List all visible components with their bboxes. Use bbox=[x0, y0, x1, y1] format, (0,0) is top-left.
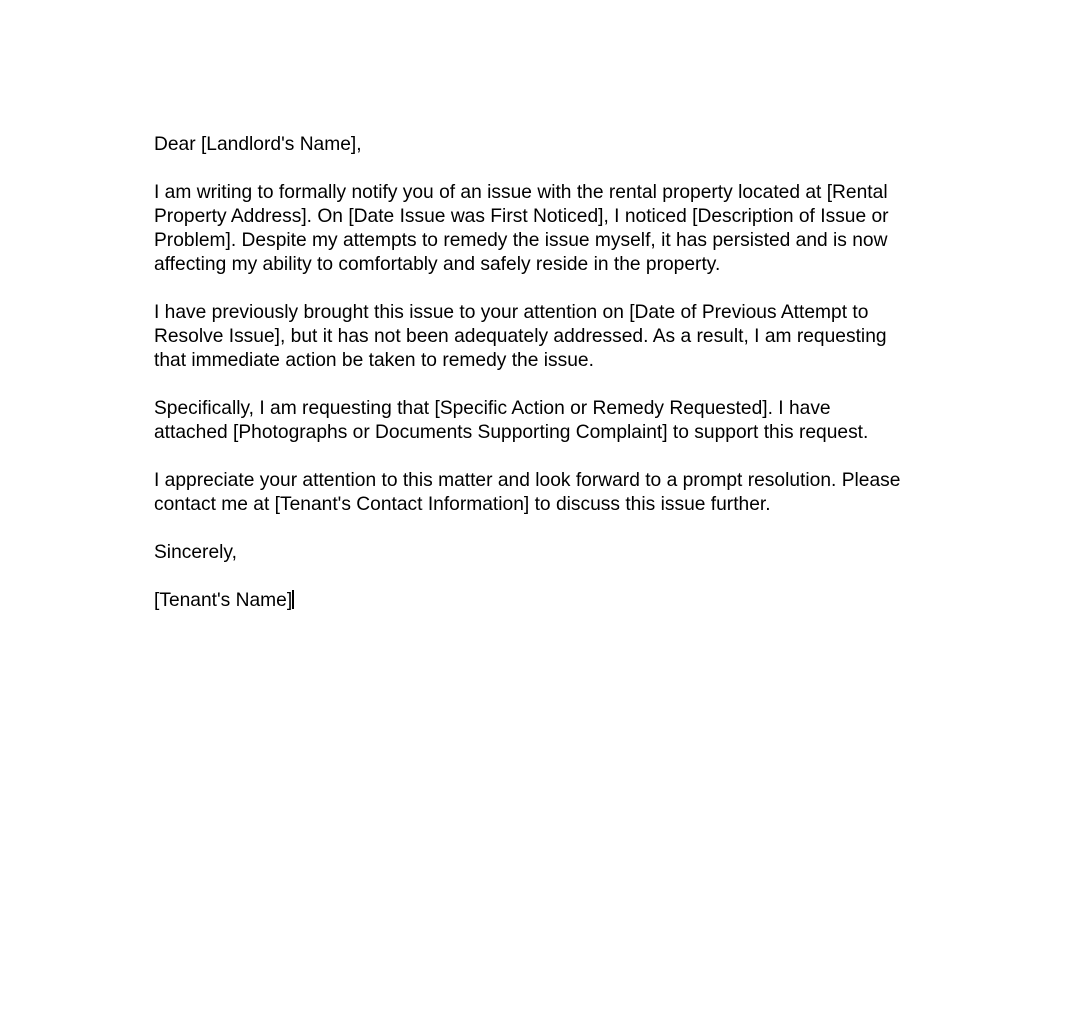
signature-line bbox=[154, 589, 902, 613]
letter-text-area[interactable] bbox=[154, 133, 934, 613]
paragraph-4: I appreciate your attention to this matter and look forward to a prompt resolution. Please contact me at [Tenant's Contact Information] to discuss this issue further. bbox=[154, 470, 901, 515]
signature-text: [Tenant's Name] bbox=[154, 590, 293, 611]
paragraph-2: I have previously brought this issue to your attention on [Date of Previous Attempt to Resolve Issue], but it has not been adequately addressed. As a result, I am requesting that immediate action be taken to remedy the issue. bbox=[154, 302, 887, 371]
paragraph-1: I am writing to formally notify you of an issue with the rental property located at [Rental Property Address]. On [Date Issue was First Noticed], I noticed [Description of Issue or Problem]. Despite my attempts to remedy the issue myself, it has persisted and is now affecting my ability to comfortably and safely reside in the property. bbox=[154, 182, 889, 275]
paragraph-3: Specifically, I am requesting that [Specific Action or Remedy Requested]. I have attached [Photographs or Documents Supporting Complaint] to support this request. bbox=[154, 398, 869, 443]
salutation-line: Dear [Landlord's Name], bbox=[154, 134, 362, 155]
text-cursor-caret bbox=[292, 590, 294, 609]
closing-line: Sincerely, bbox=[154, 542, 237, 563]
